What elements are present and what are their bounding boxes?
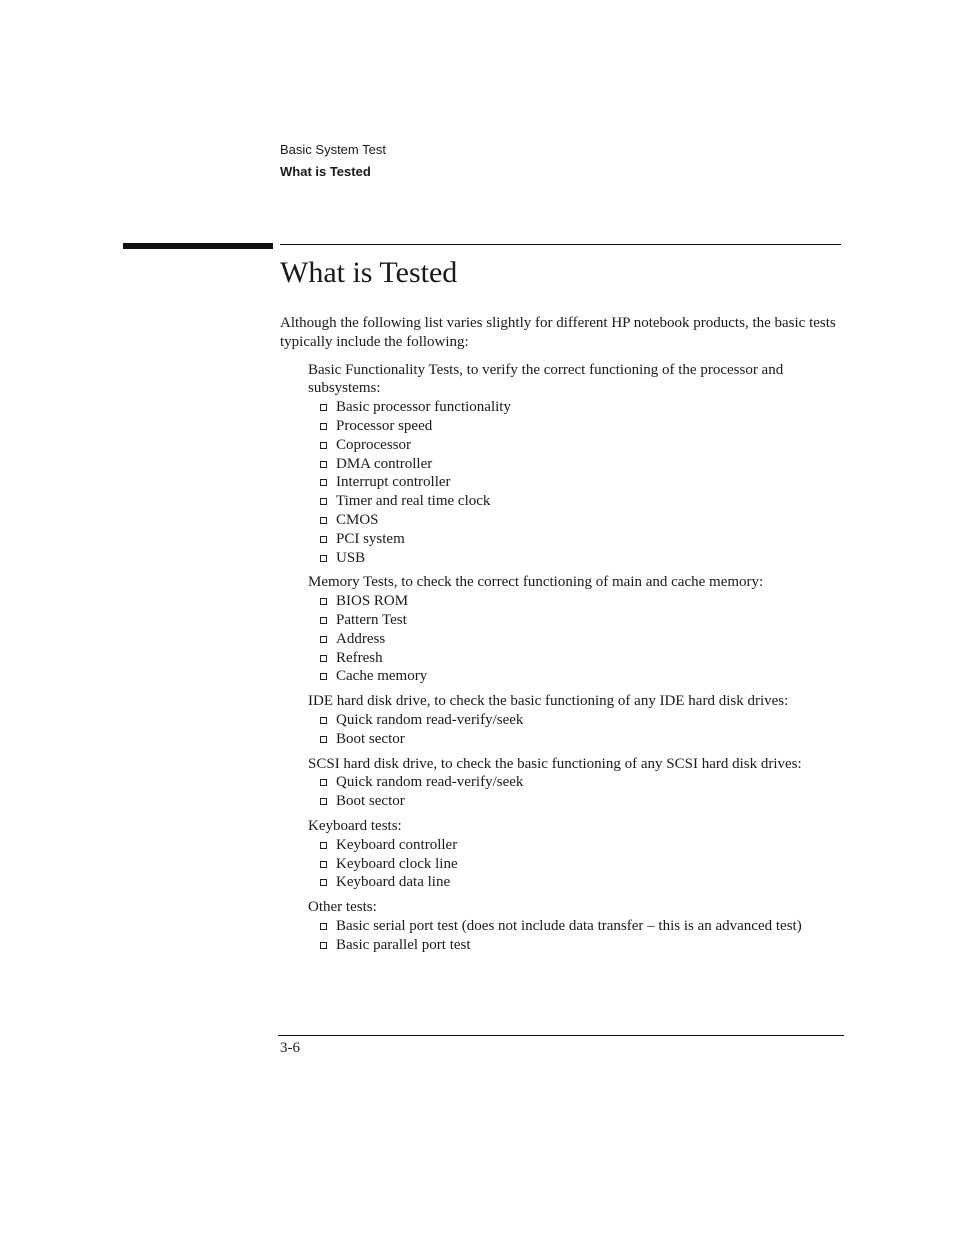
test-groups <box>280 361 845 955</box>
list-item-label: Interrupt controller <box>336 474 451 491</box>
hollow-square-bullet-icon <box>320 636 327 643</box>
hollow-square-bullet-icon <box>320 479 327 486</box>
list-item <box>308 549 845 568</box>
list-item <box>308 592 845 611</box>
test-group-title: Other tests: <box>308 899 377 916</box>
test-group-title: Basic Functionality Tests, to verify the correct functioning of the processor and subsystems: <box>308 361 784 397</box>
test-list <box>308 917 845 955</box>
page-title: What is Tested <box>280 256 458 289</box>
test-list <box>308 711 845 749</box>
list-item-label: Basic parallel port test <box>336 936 471 953</box>
list-item-label: Refresh <box>336 649 383 666</box>
hollow-square-bullet-icon <box>320 798 327 805</box>
list-item-label: DMA controller <box>336 455 433 472</box>
section-marker-rule <box>123 243 273 249</box>
list-item-label: BIOS ROM <box>336 593 409 610</box>
running-head-topic: What is Tested <box>280 164 371 179</box>
hollow-square-bullet-icon <box>320 673 327 680</box>
test-group <box>308 817 845 892</box>
hollow-square-bullet-icon <box>320 404 327 411</box>
list-item <box>308 417 845 436</box>
list-item-label: Quick random read-verify/seek <box>336 711 524 728</box>
running-head-section: Basic System Test <box>280 142 386 157</box>
running-head <box>280 139 386 183</box>
list-item <box>308 667 845 686</box>
test-list <box>308 773 845 811</box>
list-item-label: Keyboard clock line <box>336 855 458 872</box>
hollow-square-bullet-icon <box>320 717 327 724</box>
test-list <box>308 592 845 686</box>
hollow-square-bullet-icon <box>320 442 327 449</box>
list-item-label: Boot sector <box>336 793 405 810</box>
hollow-square-bullet-icon <box>320 423 327 430</box>
hollow-square-bullet-icon <box>320 842 327 849</box>
list-item-label: Quick random read-verify/seek <box>336 774 524 791</box>
hollow-square-bullet-icon <box>320 617 327 624</box>
list-item-label: CMOS <box>336 511 379 528</box>
page-number: 3-6 <box>280 1040 300 1056</box>
list-item-label: Basic serial port test (does not include data transfer – this is an advanced test) <box>336 917 802 934</box>
list-item <box>308 492 845 511</box>
hollow-square-bullet-icon <box>320 517 327 524</box>
list-item <box>308 711 845 730</box>
list-item <box>308 836 845 855</box>
body-content <box>280 314 845 961</box>
list-item <box>308 630 845 649</box>
list-item-label: Coprocessor <box>336 436 411 453</box>
test-list <box>308 836 845 892</box>
list-item-label: Boot sector <box>336 730 405 747</box>
hollow-square-bullet-icon <box>320 779 327 786</box>
list-item <box>308 917 845 936</box>
list-item <box>308 649 845 668</box>
hollow-square-bullet-icon <box>320 736 327 743</box>
list-item <box>308 398 845 417</box>
list-item <box>308 455 845 474</box>
list-item-label: Timer and real time clock <box>336 493 491 510</box>
list-item-label: Processor speed <box>336 417 433 434</box>
test-group-title: Memory Tests, to check the correct functioning of main and cache memory: <box>308 574 764 591</box>
test-list <box>308 398 845 567</box>
test-group <box>308 692 845 748</box>
list-item-label: Basic processor functionality <box>336 399 511 416</box>
list-item <box>308 873 845 892</box>
test-group <box>308 573 845 686</box>
list-item-label: USB <box>336 549 366 566</box>
test-group <box>308 361 845 568</box>
hollow-square-bullet-icon <box>320 942 327 949</box>
list-item <box>308 855 845 874</box>
footer-rule <box>278 1035 844 1036</box>
list-item <box>308 936 845 955</box>
list-item <box>308 530 845 549</box>
list-item <box>308 730 845 749</box>
list-item-label: Cache memory <box>336 668 428 685</box>
test-group-title: IDE hard disk drive, to check the basic functioning of any IDE hard disk drives: <box>308 693 789 710</box>
hollow-square-bullet-icon <box>320 879 327 886</box>
hollow-square-bullet-icon <box>320 536 327 543</box>
hollow-square-bullet-icon <box>320 861 327 868</box>
test-group <box>308 898 845 954</box>
list-item-label: PCI system <box>336 530 405 547</box>
test-group-title: SCSI hard disk drive, to check the basic functioning of any SCSI hard disk drives: <box>308 755 802 772</box>
list-item-label: Keyboard data line <box>336 874 451 891</box>
hollow-square-bullet-icon <box>320 555 327 562</box>
list-item <box>308 773 845 792</box>
test-group <box>308 755 845 811</box>
list-item <box>308 792 845 811</box>
list-item <box>308 436 845 455</box>
intro-paragraph: Although the following list varies slightly for different HP notebook products, the basic tests typically include the following: <box>280 315 836 350</box>
hollow-square-bullet-icon <box>320 461 327 468</box>
test-group-title: Keyboard tests: <box>308 817 402 834</box>
list-item-label: Keyboard controller <box>336 836 458 853</box>
hollow-square-bullet-icon <box>320 923 327 930</box>
heading-rule <box>280 244 841 245</box>
list-item <box>308 511 845 530</box>
list-item-label: Address <box>336 630 386 647</box>
hollow-square-bullet-icon <box>320 498 327 505</box>
hollow-square-bullet-icon <box>320 598 327 605</box>
list-item-label: Pattern Test <box>336 611 407 628</box>
hollow-square-bullet-icon <box>320 655 327 662</box>
list-item <box>308 473 845 492</box>
list-item <box>308 611 845 630</box>
